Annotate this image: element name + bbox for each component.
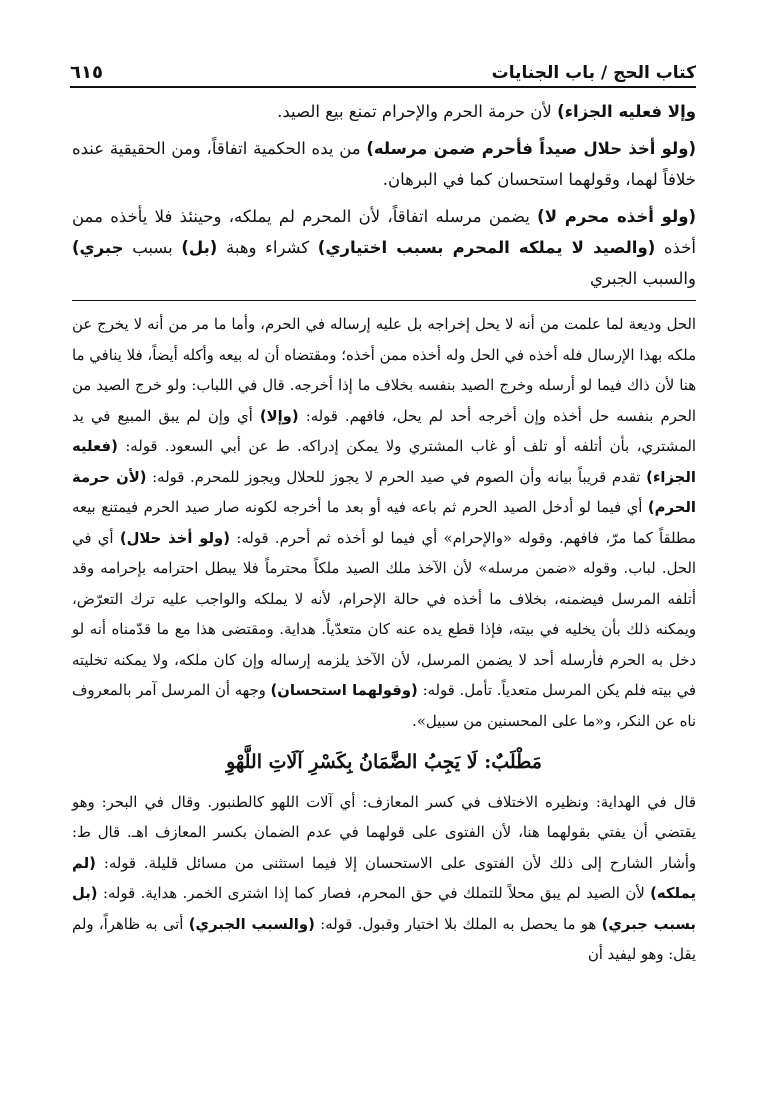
- text-run: هو ما يحصل به الملك بلا اختيار وقبول. قوله:: [314, 915, 602, 933]
- text-run: والسبب الجبري: [590, 269, 696, 288]
- text-run: كشراء وهبة: [217, 238, 318, 257]
- bold-quote: (والسبب الجبري): [188, 915, 315, 933]
- bold-quote: (ولو أخذه محرم لا): [537, 207, 696, 226]
- bold-quote: وإلا فعليه الجزاء): [557, 102, 696, 121]
- text-run: أي في الحل. لباب. وقوله «ضمن مرسله» لأن الآخذ ملك الصيد ملكاً محترماً فلا يبطل احترامه بإحرامه وقد أتلفه المرسل فيضمنه، بخلاف ما أخذه في حالة الإحرام، لأنه لا يملكه والواجب عليه ترك التعرّض، ويمكنه ذلك بأن يخليه في بيته، فإذا قطع يده عنه كان متعدّياً. هداية. ومقتضى هذا مع ما قدّمناه أنه لو دخل به الحرم فأرسله أحد لا يضمن المرسل، لأن الآخذ يلزمه إرساله وإن كان ملكه، ولا يمكنه تخليته في بيته فلم يكن المرسل متعدياً. تأمل. قوله:: [72, 529, 696, 699]
- main-text: [72, 96, 696, 300]
- text-run: الحل وديعة لما علمت من أنه لا يحل إخراجه بل عليه إرساله في الحرم، وأما ما مر من أنه لا يخرج عن ملكه بهذا الإرسال فله أخذه في الحل وله أخذه ممن أخذه؛ ومقتضاه أن له بيعه وأكله أيضاً، فلا ينافي ما هنا لأن ذاك فيما لو أرسله وخرج الصيد بنفسه بخلاف ما إذا أخرجه. قال في اللباب: ولو خرج الصيد من الحرم بنفسه حل أخذه وإن أخرجه أحد لم يحل، فافهم. قوله:: [72, 316, 696, 425]
- text-run: يضمن مرسله اتفاقاً، لأن المحرم لم يملكه، وحينئذ فلا يأخذه ممن أخذه: [72, 207, 696, 257]
- bold-quote: (وقولهما استحسان): [270, 682, 418, 699]
- text-run: أي فيما لو أدخل الصيد الحرم ثم باعه فيه أو بعد ما أخرجه لكونه صار صيد الحرم فيمتنع بيعه مطلقاً كما مرّ، فافهم. وقوله «والإحرام» أي فيما لو أخذه ثم أحرم. قوله:: [72, 499, 696, 547]
- commentary: [72, 310, 696, 971]
- text-run: بسبب: [123, 238, 182, 257]
- text-run: أي وإن لم يبق المبيع في يد المشتري، بأن أتلفه أو تلف أو غاب المشتري ولا يمكن إدراكه. ط عن أبي السعود. قوله:: [72, 407, 696, 455]
- text-run: من يده الحكمية اتفاقاً، ومن الحقيقية عنده خلافاً لهما، وقولهما استحسان كما في البرهان.: [72, 139, 696, 189]
- commentary-paragraph-1: [72, 310, 696, 737]
- main-paragraph-1: [72, 96, 696, 127]
- bold-quote: (ولو أخذ حلال): [119, 529, 231, 547]
- running-header: [70, 56, 696, 88]
- main-paragraph-2: [72, 133, 696, 195]
- bold-quote: (لأن حرمة الحرم): [72, 468, 696, 516]
- text-run: لأن الصيد لم يبق محلاً للتملك في حق المحرم، فصار كما إذا اشترى الخمر. هداية. قوله:: [97, 885, 651, 902]
- main-paragraph-3: [72, 201, 696, 294]
- text-run: تقدم قريباً بيانه وأن الصوم في صيد الحرم لا يجوز للحلال ويجوز للمحرم. قوله:: [146, 468, 647, 486]
- bold-quote: (لم يملكه): [72, 854, 696, 902]
- bold-quote: (ولو أخذ حلال صيداً فأحرم ضمن مرسله): [366, 139, 697, 158]
- page-number: ٦١٥: [70, 62, 103, 83]
- text-run: قال في الهداية: ونظيره الاختلاف في كسر المعازف: أي آلات اللهو كالطنبور. وقال في البحر: وهو يقتضي أن يفتي بقولهما هنا، لأن الفتوى على قولهما في عدم الضمان بكسر المعازف اهـ. قال ط: وأشار الشارح إلى ذلك لأن الفتوى على الاستحسان إلا فيما استثنى من مسائل قليلة. قوله:: [72, 793, 696, 872]
- text-run: أتى به ظاهراً، ولم يقل: وهو ليفيد أن: [72, 915, 696, 963]
- footnote-divider: [72, 300, 696, 301]
- header-title: كتاب الحج / باب الجنايات: [491, 63, 696, 83]
- bold-quote: (فعليه الجزاء): [72, 438, 696, 486]
- commentary-paragraph-2: [72, 788, 696, 971]
- text-run: وجهه أن المرسل آمر بالمعروف ناه عن النكر، و«ما على المحسنين من سبيل».: [72, 682, 696, 730]
- bold-quote: (بل بسبب جبري): [72, 885, 696, 933]
- bold-quote: (والصيد لا يملكه المحرم بسبب اختياري): [317, 238, 656, 257]
- text-run: لأن حرمة الحرم والإحرام تمنع بيع الصيد.: [277, 102, 558, 121]
- bold-quote: (بل): [181, 238, 218, 257]
- bold-quote: جبري): [72, 238, 124, 257]
- bold-quote: (وإلا): [259, 407, 299, 425]
- section-heading: مَطْلَبٌ: لَا يَجِبُ الضَّمَانُ بِكَسْرِ آلَاتِ اللَّهْوِ: [226, 751, 542, 773]
